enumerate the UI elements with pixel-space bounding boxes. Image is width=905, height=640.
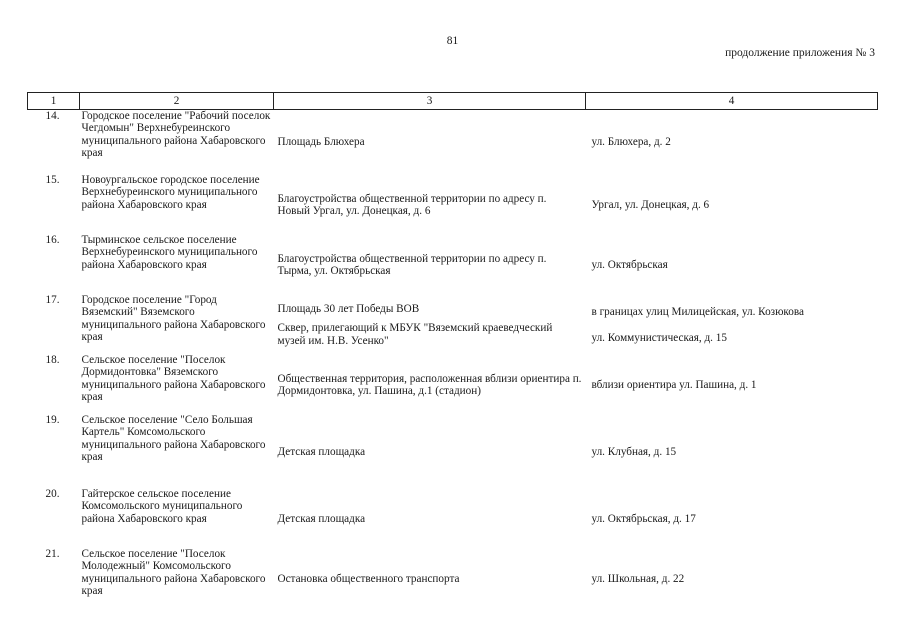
column-header-1: 1 [28,93,80,110]
settlement-name: Сельское поселение "Поселок Дормидонтовка" Вяземского муниципального района Хабаровского края [81,354,266,404]
territory-object: Детская площадка [277,445,366,458]
settlement-name: Гайтерское сельское поселение Комсомольского муниципального района Хабаровского края [81,488,243,525]
table-row [28,414,878,488]
row-number: 17. [45,294,60,306]
row-number: 19. [45,414,60,426]
territory-object: Остановка общественного транспорта [277,572,460,585]
territory-address-group [586,294,878,354]
territory-address: ул. Клубная, д. 15 [591,445,677,458]
table-row [28,488,878,548]
row-number: 21. [45,548,60,560]
territory-object: Общественная территория, расположенная вблизи ориентира п. Дормидонтовка, ул. Пашина, д.1 (стадион) [277,372,582,397]
table-row [28,234,878,294]
settlement-name: Городское поселение "Рабочий поселок Чегдомын" Верхнебуреинского муниципального района Хабаровского края [81,110,271,160]
territory-address: ул. Октябрьская, д. 17 [591,512,696,525]
settlement-name: Сельское поселение "Поселок Молодежный" Комсомольского муниципального района Хабаровского края [81,548,266,598]
territory-object: Площадь 30 лет Победы ВОВ [277,302,420,315]
territory-address: ул. Школьная, д. 22 [591,572,685,585]
table-row [28,354,878,414]
territory-object: Сквер, прилегающий к МБУК "Вяземский краеведческий музей им. Н.В. Усенко" [277,322,553,347]
territory-address: ул. Блюхера, д. 2 [591,135,671,148]
territory-object: Благоустройства общественной территории по адресу п. Новый Ургал, ул. Донецкая, д. 6 [277,192,547,217]
territory-address: Ургал, ул. Донецкая, д. 6 [591,198,710,211]
territory-address: в границах улиц Милицейская, ул. Козюкова [591,305,804,318]
row-number: 15. [45,174,60,186]
settlement-name: Сельское поселение "Село Большая Картель" Комсомольского муниципального района Хабаровского края [81,414,266,464]
territory-address: ул. Октябрьская [591,258,668,271]
territory-object: Детская площадка [277,512,366,525]
territory-address: ул. Коммунистическая, д. 15 [591,332,727,344]
table-header [28,93,878,110]
page-number: 81 [446,35,459,47]
settlement-name: Городское поселение "Город Вяземский" Вяземского муниципального района Хабаровского края [81,294,266,344]
settlement-name: Новоургальское городское поселение Верхнебуреинского муниципального района Хабаровского края [81,174,260,211]
territory-address: вблизи ориентира ул. Пашина, д. 1 [591,378,757,391]
row-number: 18. [45,354,60,366]
territory-object: Благоустройства общественной территории по адресу п. Тырма, ул. Октябрьская [277,252,547,277]
territory-object: Площадь Блюхера [277,135,365,148]
table-row [28,110,878,175]
column-header-3: 3 [274,93,586,110]
settlement-name: Тырминское сельское поселение Верхнебуреинского муниципального района Хабаровского края [81,234,258,271]
column-header-2: 2 [80,93,274,110]
row-number: 14. [45,110,60,122]
register-table [27,92,878,608]
row-number: 20. [45,488,60,500]
row-number: 16. [45,234,60,246]
table-row [28,548,878,608]
territory-object-group [274,294,586,354]
continuation-note: продолжение приложения № 3 [725,47,875,59]
column-header-4: 4 [586,93,878,110]
table-row [28,294,878,354]
table-row [28,174,878,234]
